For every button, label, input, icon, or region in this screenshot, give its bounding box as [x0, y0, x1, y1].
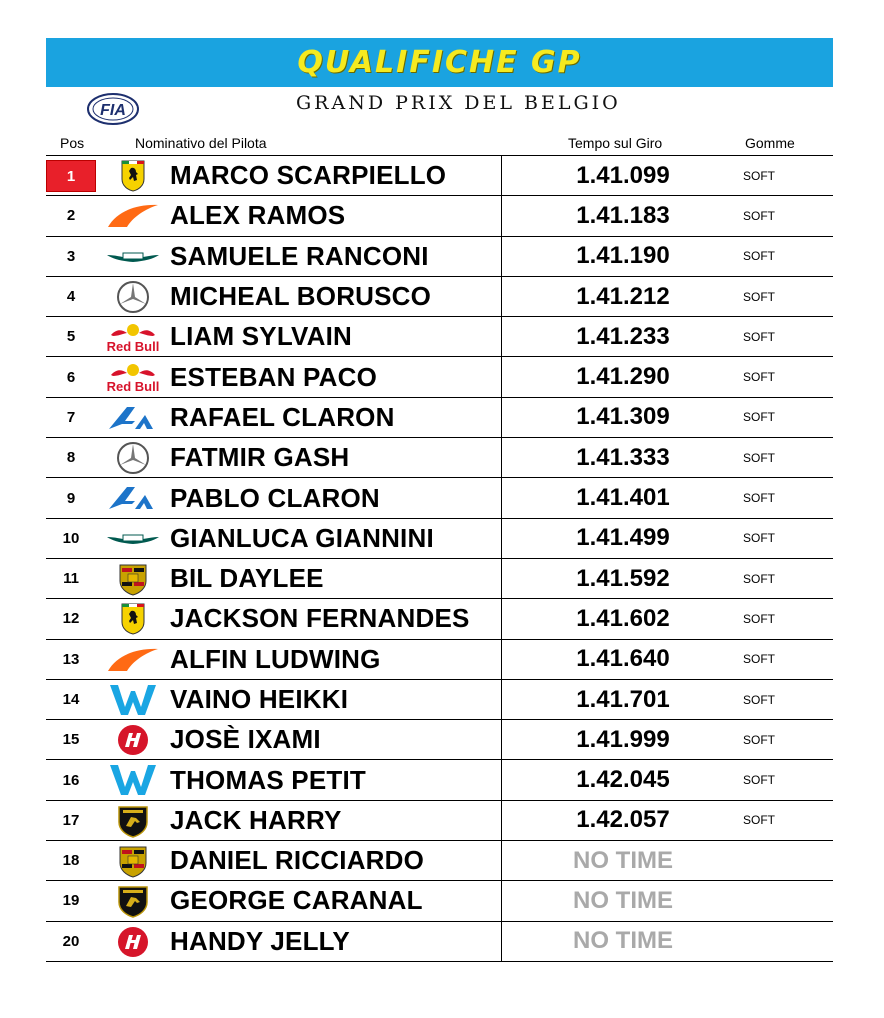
position-cell: 3: [66, 247, 76, 265]
alpine-icon: [104, 401, 162, 435]
fia-logo-text: FIA: [100, 102, 126, 119]
position-cell: 2: [66, 207, 76, 225]
table-row: [46, 760, 833, 800]
mercedes-icon: [104, 280, 162, 314]
lap-time: 1.41.701: [576, 685, 670, 713]
lap-time: 1.41.233: [576, 322, 670, 350]
title-banner: [46, 38, 833, 87]
tyre-compound: SOFT: [743, 611, 775, 626]
position-cell: 20: [62, 932, 80, 950]
driver-name: JOSÈ IXAMI: [170, 724, 321, 755]
aston-martin-icon: [104, 240, 162, 274]
driver-name: THOMAS PETIT: [170, 764, 366, 795]
lap-time: NO TIME: [573, 846, 673, 874]
table-row: [46, 357, 833, 397]
column-header-lap-time: Tempo sul Giro: [568, 135, 663, 151]
driver-name: ALEX RAMOS: [170, 200, 346, 231]
driver-name: JACKSON FERNANDES: [170, 603, 470, 634]
column-divider: [501, 640, 502, 679]
mclaren-icon: [104, 199, 162, 233]
tyre-compound: SOFT: [743, 773, 775, 788]
lap-time: NO TIME: [573, 886, 673, 914]
driver-name: PABLO CLARON: [170, 482, 380, 513]
driver-name: ALFIN LUDWING: [170, 643, 381, 674]
lap-time: 1.41.099: [576, 161, 670, 189]
lap-time: 1.41.309: [576, 403, 670, 431]
lap-time: 1.41.290: [576, 363, 670, 391]
lap-time: 1.41.212: [576, 282, 670, 310]
column-divider: [501, 801, 502, 840]
lamborghini-icon: [104, 884, 162, 918]
table-row: [46, 237, 833, 277]
lap-time: 1.42.057: [576, 806, 670, 834]
column-divider: [501, 317, 502, 356]
position-cell: 18: [62, 852, 80, 870]
column-header-driver: Nominativo del Pilota: [135, 135, 267, 151]
position-cell: 17: [62, 811, 80, 829]
driver-name: GEORGE CARANAL: [170, 885, 423, 916]
lap-time: 1.41.499: [576, 524, 670, 552]
aston-martin-icon: [104, 522, 162, 556]
column-divider: [501, 519, 502, 558]
tyre-compound: SOFT: [743, 249, 775, 264]
tyre-compound: SOFT: [743, 289, 775, 304]
tyre-compound: SOFT: [743, 531, 775, 546]
position-cell: 19: [62, 892, 80, 910]
tyre-compound: SOFT: [743, 450, 775, 465]
column-divider: [501, 196, 502, 235]
svg-text:Red Bull: Red Bull: [106, 379, 160, 394]
tyre-compound: SOFT: [743, 168, 775, 183]
ferrari-icon: [104, 602, 162, 636]
table-row: [46, 922, 833, 962]
tyre-compound: SOFT: [743, 208, 775, 223]
driver-name: MARCO SCARPIELLO: [170, 160, 447, 191]
driver-name: RAFAEL CLARON: [170, 401, 395, 432]
position-cell: 12: [62, 610, 80, 628]
haas-icon: [104, 925, 162, 959]
haas-icon: [104, 723, 162, 757]
table-row: [46, 277, 833, 317]
lap-time: 1.41.401: [576, 484, 670, 512]
lap-time: 1.42.045: [576, 766, 670, 794]
table-row: [46, 841, 833, 881]
table-row: [46, 519, 833, 559]
page-subtitle: GRAND PRIX DEL BELGIO: [296, 92, 621, 114]
table-row: [46, 438, 833, 478]
driver-name: VAINO HEIKKI: [170, 684, 349, 714]
position-cell: 11: [63, 570, 79, 588]
driver-name: DANIEL RICCIARDO: [170, 845, 425, 876]
table-row: [46, 559, 833, 599]
tyre-compound: SOFT: [743, 813, 775, 828]
position-cell: 1: [46, 160, 96, 192]
lap-time: 1.41.640: [576, 645, 670, 673]
position-cell: 7: [66, 408, 76, 426]
red-bull-icon: [104, 360, 162, 394]
table-row: [46, 478, 833, 518]
column-divider: [501, 922, 502, 961]
driver-name: SAMUELE RANCONI: [170, 240, 429, 271]
table-row: [46, 196, 833, 236]
column-header-tyres: Gomme: [745, 135, 795, 151]
tyre-compound: SOFT: [743, 410, 775, 425]
lap-time: NO TIME: [573, 927, 673, 955]
position-cell: 14: [62, 691, 80, 708]
column-divider: [501, 438, 502, 477]
position-cell: 6: [66, 368, 76, 386]
column-divider: [501, 841, 502, 880]
table-row: [46, 801, 833, 841]
driver-name: ESTEBAN PACO: [170, 361, 378, 392]
tyre-compound: SOFT: [743, 491, 775, 506]
tyre-compound: SOFT: [743, 692, 775, 707]
column-divider: [501, 156, 502, 195]
driver-name: JACK HARRY: [170, 804, 342, 835]
lap-time: 1.41.592: [576, 564, 670, 592]
position-cell: 5: [66, 328, 76, 346]
position-cell: 8: [66, 449, 76, 467]
tyre-compound: SOFT: [743, 571, 775, 586]
svg-text:Red Bull: Red Bull: [106, 339, 160, 354]
red-bull-icon: [104, 320, 162, 354]
williams-icon: [104, 763, 162, 797]
table-row: [46, 156, 833, 196]
table-row: [46, 317, 833, 357]
tyre-compound: SOFT: [743, 370, 775, 385]
column-divider: [501, 478, 502, 517]
driver-name: LIAM SYLVAIN: [170, 321, 352, 352]
column-divider: [501, 357, 502, 396]
tyre-compound: SOFT: [743, 329, 775, 344]
position-cell: 16: [62, 771, 80, 789]
tyre-compound: SOFT: [743, 732, 775, 747]
ferrari-icon: [104, 159, 162, 193]
lap-time: 1.41.333: [576, 443, 670, 471]
column-divider: [501, 559, 502, 598]
lap-time: 1.41.190: [576, 242, 670, 270]
driver-name: MICHEAL BORUSCO: [170, 281, 432, 312]
table-row: [46, 881, 833, 921]
page-title: QUALIFICHE GP: [297, 45, 582, 80]
tyre-compound: SOFT: [743, 652, 775, 667]
alpine-icon: [104, 481, 162, 515]
position-cell: 10: [62, 529, 80, 547]
porsche-icon: [104, 562, 162, 596]
table-row: [46, 720, 833, 760]
position-cell: 9: [66, 489, 76, 507]
mclaren-icon: [104, 643, 162, 677]
driver-name: BIL DAYLEE: [170, 563, 324, 594]
driver-name: HANDY JELLY: [170, 925, 350, 956]
position-cell: 4: [66, 288, 76, 306]
position-cell: 13: [62, 650, 80, 668]
column-divider: [501, 398, 502, 437]
column-divider: [501, 277, 502, 316]
column-divider: [501, 881, 502, 920]
porsche-icon: [104, 844, 162, 878]
fia-logo-icon: [86, 92, 140, 126]
table-row: [46, 599, 833, 639]
lap-time: 1.41.602: [576, 604, 670, 632]
column-divider: [501, 720, 502, 759]
table-row: [46, 640, 833, 680]
column-divider: [501, 237, 502, 276]
column-divider: [501, 760, 502, 799]
williams-icon: [104, 683, 162, 717]
lap-time: 1.41.999: [576, 725, 670, 753]
lamborghini-icon: [104, 804, 162, 838]
column-header-pos: Pos: [60, 135, 85, 151]
lap-time: 1.41.183: [576, 201, 670, 229]
column-divider: [501, 680, 502, 719]
driver-name: GIANLUCA GIANNINI: [170, 522, 434, 553]
mercedes-icon: [104, 441, 162, 475]
driver-name: FATMIR GASH: [170, 442, 350, 473]
results-table: [46, 156, 833, 962]
column-divider: [501, 599, 502, 638]
position-cell: 15: [62, 731, 80, 749]
table-row: [46, 398, 833, 438]
table-row: [46, 680, 833, 720]
